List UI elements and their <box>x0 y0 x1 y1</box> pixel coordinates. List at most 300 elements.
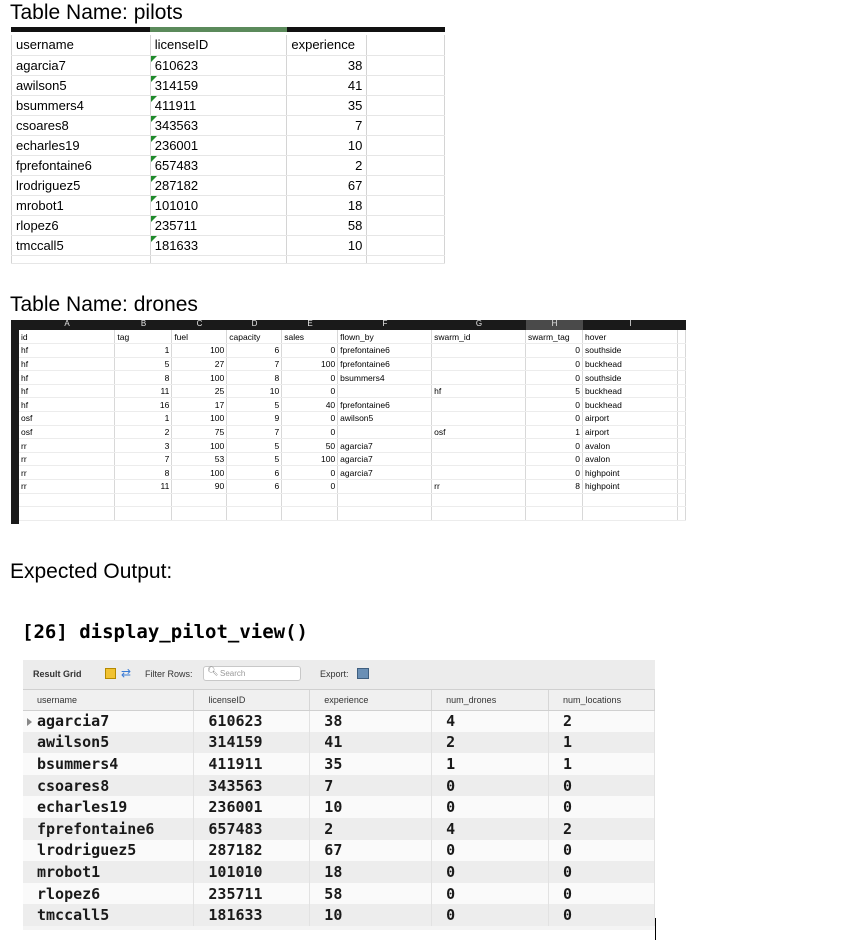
table-cell[interactable]: osf <box>19 412 115 426</box>
table-cell[interactable]: hf <box>432 384 526 398</box>
username-cell[interactable]: mrobot1 <box>12 195 151 215</box>
experience-cell[interactable]: 67 <box>310 840 432 862</box>
column-letter[interactable]: A <box>64 319 70 328</box>
table-cell[interactable]: fprefontaine6 <box>338 344 432 358</box>
table-row <box>19 412 686 426</box>
username-cell[interactable]: echarles19 <box>23 796 194 818</box>
table-row <box>12 135 445 155</box>
table-row[interactable] <box>23 732 655 754</box>
table-cell[interactable] <box>432 493 526 507</box>
experience-cell[interactable]: 2 <box>287 155 367 175</box>
header-cell[interactable]: swarm_tag <box>526 330 583 344</box>
num-drones-cell[interactable]: 0 <box>432 904 549 926</box>
num-drones-cell[interactable]: 2 <box>432 732 549 754</box>
table-cell[interactable]: 0 <box>526 371 583 385</box>
table-row <box>12 95 445 115</box>
table-cell[interactable] <box>432 344 526 358</box>
table-cell[interactable]: 5 <box>526 384 583 398</box>
empty-cell[interactable] <box>367 215 445 235</box>
table-cell[interactable]: highpoint <box>583 466 678 480</box>
experience-cell[interactable]: 7 <box>287 115 367 135</box>
table-cell[interactable]: agarcia7 <box>338 452 432 466</box>
table-cell[interactable] <box>338 507 432 521</box>
column-letter[interactable]: H <box>551 319 558 328</box>
empty-cell[interactable] <box>367 235 445 255</box>
table-cell[interactable]: 0 <box>282 412 338 426</box>
empty-cell <box>677 398 685 412</box>
table-cell[interactable]: 5 <box>115 357 172 371</box>
experience-cell[interactable]: 10 <box>287 235 367 255</box>
empty-cell <box>677 330 685 344</box>
table-cell[interactable] <box>115 507 172 521</box>
table-cell[interactable]: 0 <box>526 357 583 371</box>
experience-cell[interactable]: 2 <box>310 818 432 840</box>
num-locations-cell[interactable]: 1 <box>549 753 655 775</box>
experience-cell[interactable]: 35 <box>287 95 367 115</box>
experience-cell[interactable]: 18 <box>310 861 432 883</box>
license-id-cell[interactable] <box>150 75 287 95</box>
table-cell[interactable]: 8 <box>227 371 282 385</box>
header-cell[interactable]: tag <box>115 330 172 344</box>
expected-output-title: Expected Output: <box>10 560 173 583</box>
username-cell[interactable]: tmccall5 <box>23 904 194 926</box>
num-locations-cell[interactable]: 1 <box>549 732 655 754</box>
username-cell[interactable]: bsummers4 <box>12 95 151 115</box>
num-locations-cell[interactable]: 0 <box>549 904 655 926</box>
table-cell[interactable] <box>172 507 227 521</box>
num-drones-cell[interactable]: 0 <box>432 796 549 818</box>
table-cell[interactable]: 40 <box>282 398 338 412</box>
table-row <box>19 466 686 480</box>
table-cell[interactable]: fprefontaine6 <box>338 398 432 412</box>
refresh-icon[interactable]: ⇄ <box>121 666 132 680</box>
table-cell[interactable]: 7 <box>227 357 282 371</box>
table-cell[interactable]: 1 <box>115 412 172 426</box>
table-cell[interactable]: 7 <box>115 452 172 466</box>
table-cell[interactable] <box>432 507 526 521</box>
table-cell[interactable]: 100 <box>172 412 227 426</box>
header-cell[interactable]: flown_by <box>338 330 432 344</box>
table-row <box>12 55 445 75</box>
table-cell[interactable]: 1 <box>115 344 172 358</box>
table-row[interactable] <box>23 840 655 862</box>
empty-cell[interactable] <box>150 255 287 263</box>
num-locations-cell[interactable]: 0 <box>549 883 655 905</box>
table-cell[interactable]: buckhead <box>583 357 678 371</box>
empty-cell[interactable] <box>287 255 367 263</box>
table-cell[interactable]: 1 <box>526 425 583 439</box>
grid-icon[interactable] <box>105 668 116 679</box>
empty-cell[interactable] <box>367 195 445 215</box>
table-cell[interactable]: bsummers4 <box>338 371 432 385</box>
experience-cell[interactable]: 38 <box>287 55 367 75</box>
license-id-cell[interactable] <box>150 195 287 215</box>
drones-spreadsheet <box>11 320 686 524</box>
experience-cell[interactable]: 18 <box>287 195 367 215</box>
empty-cell[interactable] <box>367 75 445 95</box>
num-drones-cell[interactable]: 4 <box>432 710 549 732</box>
license-id-cell[interactable] <box>150 215 287 235</box>
result-grid-label: Result Grid <box>33 669 82 679</box>
num-drones-cell[interactable]: 1 <box>432 753 549 775</box>
column-header[interactable]: num_locations <box>549 690 655 710</box>
table-cell[interactable]: 0 <box>526 398 583 412</box>
table-cell[interactable]: hf <box>19 357 115 371</box>
table-cell[interactable]: 6 <box>227 480 282 494</box>
table-cell[interactable]: buckhead <box>583 384 678 398</box>
table-cell[interactable]: 5 <box>227 398 282 412</box>
table-cell[interactable]: 8 <box>115 466 172 480</box>
table-cell[interactable]: rr <box>19 439 115 453</box>
table-cell[interactable] <box>19 493 115 507</box>
experience-cell[interactable]: 58 <box>310 883 432 905</box>
table-cell[interactable] <box>583 507 678 521</box>
num-drones-cell[interactable]: 0 <box>432 883 549 905</box>
empty-cell <box>677 384 685 398</box>
table-cell[interactable]: 50 <box>282 439 338 453</box>
num-drones-cell[interactable]: 0 <box>432 775 549 797</box>
table-cell[interactable]: rr <box>19 452 115 466</box>
table-cell[interactable]: 11 <box>115 384 172 398</box>
license-id-cell[interactable]: 287182 <box>194 840 310 862</box>
table-row[interactable] <box>23 861 655 883</box>
table-cell[interactable] <box>583 493 678 507</box>
current-row-marker-icon <box>27 718 32 726</box>
table-cell[interactable] <box>282 493 338 507</box>
table-cell[interactable] <box>338 384 432 398</box>
license-id-cell[interactable]: 610623 <box>194 710 310 732</box>
table-cell[interactable] <box>526 493 583 507</box>
table-cell[interactable]: avalon <box>583 452 678 466</box>
number-as-text-indicator <box>151 236 157 242</box>
table-cell[interactable]: 100 <box>282 357 338 371</box>
number-as-text-indicator <box>151 76 157 82</box>
header-cell[interactable]: swarm_id <box>432 330 526 344</box>
header-cell[interactable]: experience <box>287 35 367 55</box>
column-header[interactable]: username <box>23 690 194 710</box>
license-id-cell[interactable]: 101010 <box>194 861 310 883</box>
empty-cell[interactable] <box>367 55 445 75</box>
table-cell[interactable]: 11 <box>115 480 172 494</box>
header-cell[interactable]: username <box>12 35 151 55</box>
table-cell[interactable]: awilson5 <box>338 412 432 426</box>
license-id-cell[interactable] <box>150 55 287 75</box>
username-cell[interactable] <box>23 710 194 732</box>
table-cell[interactable]: highpoint <box>583 480 678 494</box>
experience-cell[interactable]: 38 <box>310 710 432 732</box>
selected-column-indicator <box>150 27 287 32</box>
column-letter[interactable]: D <box>251 319 258 328</box>
experience-cell[interactable]: 10 <box>287 135 367 155</box>
empty-cell[interactable] <box>367 135 445 155</box>
header-cell[interactable]: licenseID <box>150 35 287 55</box>
num-locations-cell[interactable]: 0 <box>549 840 655 862</box>
license-id-cell[interactable]: 181633 <box>194 904 310 926</box>
table-cell[interactable]: 100 <box>172 466 227 480</box>
empty-cell <box>677 425 685 439</box>
empty-cell <box>677 452 685 466</box>
table-cell[interactable] <box>227 507 282 521</box>
table-row <box>19 371 686 385</box>
table-row[interactable] <box>23 818 655 840</box>
table-cell[interactable] <box>432 412 526 426</box>
license-id-cell[interactable] <box>150 135 287 155</box>
table-cell[interactable]: 17 <box>172 398 227 412</box>
empty-cell <box>677 439 685 453</box>
table-cell[interactable]: 0 <box>526 412 583 426</box>
table-cell[interactable] <box>432 357 526 371</box>
column-letter[interactable]: I <box>629 319 632 328</box>
number-as-text-indicator <box>151 196 157 202</box>
table-cell[interactable] <box>338 493 432 507</box>
table-cell[interactable]: 75 <box>172 425 227 439</box>
table-cell[interactable]: buckhead <box>583 398 678 412</box>
experience-cell[interactable]: 35 <box>310 753 432 775</box>
table-cell[interactable] <box>432 371 526 385</box>
username-cell[interactable]: awilson5 <box>12 75 151 95</box>
table-cell[interactable]: hf <box>19 371 115 385</box>
table-row <box>19 507 686 521</box>
empty-cell <box>677 466 685 480</box>
table-cell[interactable]: 8 <box>115 371 172 385</box>
cell-value: 287182 <box>154 177 199 193</box>
username-cell[interactable]: lrodriguez5 <box>12 175 151 195</box>
table-cell[interactable]: 3 <box>115 439 172 453</box>
empty-cell[interactable] <box>367 255 445 263</box>
table-cell[interactable]: 25 <box>172 384 227 398</box>
username-cell[interactable]: csoares8 <box>12 115 151 135</box>
table-cell[interactable]: 0 <box>282 344 338 358</box>
table-cell[interactable]: 7 <box>227 425 282 439</box>
table-cell[interactable]: rr <box>19 466 115 480</box>
cell-value: 101010 <box>154 197 199 213</box>
table-cell[interactable]: 0 <box>282 480 338 494</box>
empty-cell[interactable] <box>367 175 445 195</box>
number-as-text-indicator <box>151 136 157 142</box>
num-drones-cell[interactable]: 0 <box>432 861 549 883</box>
username-cell[interactable]: mrobot1 <box>23 861 194 883</box>
experience-cell[interactable]: 10 <box>310 904 432 926</box>
username-cell[interactable]: tmccall5 <box>12 235 151 255</box>
row-number-gutter <box>11 330 19 524</box>
table-cell[interactable]: 0 <box>282 466 338 480</box>
table-cell[interactable]: hf <box>19 384 115 398</box>
table-cell[interactable]: agarcia7 <box>338 439 432 453</box>
column-letter[interactable]: F <box>382 319 388 328</box>
cell-value: 343563 <box>154 117 199 133</box>
table-cell[interactable]: 0 <box>526 452 583 466</box>
experience-cell[interactable]: 58 <box>287 215 367 235</box>
username-cell[interactable]: awilson5 <box>23 732 194 754</box>
table-cell[interactable]: 0 <box>282 371 338 385</box>
username-cell[interactable]: fprefontaine6 <box>23 818 194 840</box>
table-cell[interactable] <box>338 425 432 439</box>
table-cell[interactable]: 5 <box>227 452 282 466</box>
experience-cell[interactable]: 41 <box>287 75 367 95</box>
table-cell[interactable]: hf <box>19 344 115 358</box>
experience-cell[interactable]: 41 <box>310 732 432 754</box>
table-cell[interactable]: rr <box>432 480 526 494</box>
table-cell[interactable]: hf <box>19 398 115 412</box>
table-cell[interactable] <box>432 466 526 480</box>
username-cell[interactable]: agarcia7 <box>12 55 151 75</box>
result-table <box>23 690 655 926</box>
header-cell[interactable]: id <box>19 330 115 344</box>
column-header[interactable]: num_drones <box>432 690 549 710</box>
header-cell[interactable]: sales <box>282 330 338 344</box>
license-id-cell[interactable]: 411911 <box>194 753 310 775</box>
table-row[interactable] <box>23 710 655 732</box>
export-label: Export: <box>320 669 349 679</box>
license-id-cell[interactable]: 657483 <box>194 818 310 840</box>
table-cell[interactable]: 8 <box>526 480 583 494</box>
header-row <box>12 35 445 55</box>
column-header[interactable]: licenseID <box>194 690 310 710</box>
column-letter[interactable]: C <box>196 319 203 328</box>
table-cell[interactable] <box>227 493 282 507</box>
number-as-text-indicator <box>151 156 157 162</box>
column-header[interactable]: experience <box>310 690 432 710</box>
license-id-cell[interactable] <box>150 115 287 135</box>
table-cell[interactable]: 2 <box>115 425 172 439</box>
table-cell[interactable]: osf <box>19 425 115 439</box>
license-id-cell[interactable]: 343563 <box>194 775 310 797</box>
cell-value: 181633 <box>154 237 199 253</box>
empty-cell[interactable] <box>367 35 445 55</box>
username-cell[interactable]: rlopez6 <box>12 215 151 235</box>
table-row <box>19 439 686 453</box>
table-cell[interactable]: 27 <box>172 357 227 371</box>
table-row[interactable] <box>23 796 655 818</box>
empty-cell[interactable] <box>367 115 445 135</box>
table-cell[interactable]: 100 <box>172 371 227 385</box>
table-cell[interactable]: 100 <box>172 439 227 453</box>
num-drones-cell[interactable]: 4 <box>432 818 549 840</box>
header-row <box>19 330 686 344</box>
table-cell[interactable]: 53 <box>172 452 227 466</box>
table-cell[interactable]: 9 <box>227 412 282 426</box>
table-cell[interactable]: osf <box>432 425 526 439</box>
table-cell[interactable] <box>526 507 583 521</box>
filter-search-input[interactable]: Search <box>203 666 301 681</box>
cell-value: 411911 <box>154 97 197 113</box>
header-cell[interactable]: hover <box>583 330 678 344</box>
column-letter[interactable]: B <box>140 319 147 328</box>
table-cell[interactable]: 0 <box>282 384 338 398</box>
table-cell[interactable]: fprefontaine6 <box>338 357 432 371</box>
num-locations-cell[interactable]: 2 <box>549 710 655 732</box>
experience-cell[interactable]: 67 <box>287 175 367 195</box>
table-cell[interactable]: 0 <box>282 425 338 439</box>
username-cell[interactable]: echarles19 <box>12 135 151 155</box>
header-cell[interactable]: fuel <box>172 330 227 344</box>
table-row[interactable] <box>23 883 655 905</box>
pilots-table <box>11 35 445 264</box>
empty-cell <box>677 412 685 426</box>
table-cell[interactable]: 6 <box>227 344 282 358</box>
table-cell[interactable]: 100 <box>172 344 227 358</box>
table-cell[interactable]: 0 <box>526 344 583 358</box>
filter-rows-label: Filter Rows: <box>145 669 193 679</box>
table-cell[interactable]: 0 <box>526 466 583 480</box>
column-letter[interactable]: G <box>475 319 483 328</box>
table-cell[interactable] <box>338 480 432 494</box>
table-cell[interactable]: airport <box>583 425 678 439</box>
table-cell[interactable] <box>172 493 227 507</box>
table-cell[interactable] <box>432 398 526 412</box>
num-locations-cell[interactable]: 0 <box>549 796 655 818</box>
empty-cell[interactable] <box>367 155 445 175</box>
table-cell[interactable]: southside <box>583 371 678 385</box>
table-row[interactable] <box>23 753 655 775</box>
license-id-cell[interactable] <box>150 235 287 255</box>
num-locations-cell[interactable]: 2 <box>549 818 655 840</box>
username-cell[interactable]: lrodriguez5 <box>23 840 194 862</box>
license-id-cell[interactable]: 314159 <box>194 732 310 754</box>
empty-cell <box>677 357 685 371</box>
number-as-text-indicator <box>151 96 157 102</box>
table-cell[interactable] <box>19 507 115 521</box>
table-row <box>12 75 445 95</box>
drones-table-title: Table Name: drones <box>10 293 198 316</box>
cell-value: 610623 <box>154 57 199 73</box>
code-cell: [26] display_pilot_view() <box>22 621 308 643</box>
table-row[interactable] <box>23 904 655 926</box>
num-locations-cell[interactable]: 0 <box>549 861 655 883</box>
empty-cell[interactable] <box>367 95 445 115</box>
license-id-cell[interactable] <box>150 155 287 175</box>
search-icon: 🔍︎ <box>207 666 219 676</box>
table-cell[interactable]: southside <box>583 344 678 358</box>
export-icon[interactable] <box>357 668 369 679</box>
license-id-cell[interactable]: 235711 <box>194 883 310 905</box>
table-cell[interactable] <box>282 507 338 521</box>
table-cell[interactable]: 0 <box>526 439 583 453</box>
table-row <box>19 493 686 507</box>
table-cell[interactable]: agarcia7 <box>338 466 432 480</box>
column-letter[interactable]: E <box>307 319 313 328</box>
cell-value: 657483 <box>154 157 199 173</box>
table-cell[interactable]: 100 <box>282 452 338 466</box>
table-cell[interactable]: 16 <box>115 398 172 412</box>
header-cell[interactable]: capacity <box>227 330 282 344</box>
table-cell[interactable]: rr <box>19 480 115 494</box>
username-cell[interactable]: rlopez6 <box>23 883 194 905</box>
table-cell[interactable] <box>115 493 172 507</box>
table-cell[interactable]: 90 <box>172 480 227 494</box>
username-cell[interactable]: bsummers4 <box>23 753 194 775</box>
num-locations-cell[interactable]: 0 <box>549 775 655 797</box>
empty-cell[interactable] <box>12 255 151 263</box>
experience-cell[interactable]: 10 <box>310 796 432 818</box>
license-id-cell[interactable] <box>150 95 287 115</box>
pilots-spreadsheet <box>11 27 445 261</box>
table-cell[interactable]: 6 <box>227 466 282 480</box>
username-cell[interactable]: csoares8 <box>23 775 194 797</box>
table-cell[interactable]: 10 <box>227 384 282 398</box>
table-cell[interactable]: airport <box>583 412 678 426</box>
table-cell[interactable] <box>432 452 526 466</box>
table-row[interactable] <box>23 775 655 797</box>
experience-cell[interactable]: 7 <box>310 775 432 797</box>
table-cell[interactable]: avalon <box>583 439 678 453</box>
username-cell[interactable]: fprefontaine6 <box>12 155 151 175</box>
license-id-cell[interactable]: 236001 <box>194 796 310 818</box>
num-drones-cell[interactable]: 0 <box>432 840 549 862</box>
license-id-cell[interactable] <box>150 175 287 195</box>
table-cell[interactable] <box>432 439 526 453</box>
table-cell[interactable]: 5 <box>227 439 282 453</box>
